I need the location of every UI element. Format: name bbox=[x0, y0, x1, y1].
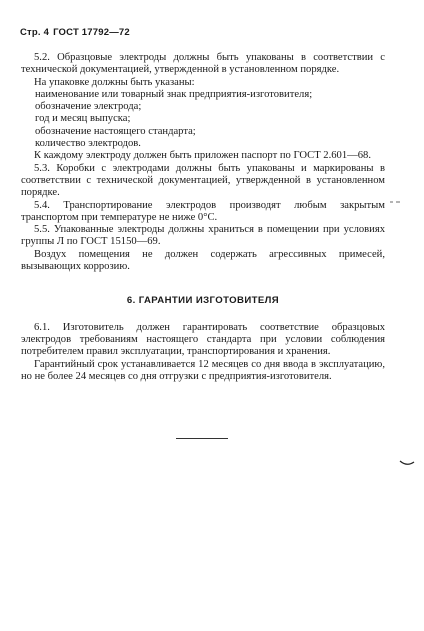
margin-mark bbox=[399, 458, 415, 468]
paragraph-5-3: 5.3. Коробки с электродами должны быть упакованы и маркированы в соответствии с технической документацией, утвержденной в установленном порядке. bbox=[21, 162, 385, 199]
section-gap bbox=[21, 273, 385, 295]
paragraph-5-5: 5.5. Упакованные электроды должны храниться в помещении при условиях группы Л по ГОСТ 15150—69. bbox=[21, 224, 385, 248]
marking-list-item: обозначение настоящего стандарта; bbox=[35, 125, 196, 137]
document-body bbox=[21, 52, 385, 383]
warranty-paragraph: Гарантийный срок устанавливается 12 месяцев со дня ввода в эксплуатацию, но не более 24 месяцев со дня отгрузки с предприятия-изготовителя. bbox=[21, 358, 385, 382]
page-header bbox=[20, 27, 130, 38]
air-paragraph: Воздух помещения не должен содержать агрессивных примесей, вызывающих коррозию. bbox=[21, 248, 385, 273]
page-number: Стр. 4 bbox=[20, 27, 50, 38]
section-6-title: 6. ГАРАНТИИ ИЗГОТОВИТЕЛЯ bbox=[126, 295, 280, 307]
end-rule bbox=[176, 438, 228, 439]
paragraph-5-2: 5.2. Образцовые электроды должны быть упакованы в соответствии с технической документацией, утвержденной в установленном порядке. bbox=[21, 52, 385, 76]
marking-list-item: обозначение электрода; bbox=[35, 101, 142, 113]
passport-paragraph: К каждому электроду должен быть приложен паспорт по ГОСТ 2.601—68. bbox=[34, 150, 371, 162]
paragraph-6-1: 6.1. Изготовитель должен гарантировать соответствие образцовых электродов требованиям настоящего стандарта при условии соблюдения потребителем правил эксплуатации, транспортирования и хранения. bbox=[21, 321, 385, 358]
marking-list-item: год и месяц выпуска; bbox=[35, 113, 131, 125]
marking-list-item: количество электродов. bbox=[35, 138, 141, 150]
standard-number: ГОСТ 17792—72 bbox=[53, 27, 130, 38]
paragraph-5-4: 5.4. Транспортирование электродов производят любым закрытым транспортом при температуре не ниже 0°С. bbox=[21, 199, 385, 223]
margin-mark bbox=[390, 201, 400, 203]
marking-intro: На упаковке должны быть указаны: bbox=[34, 76, 195, 88]
marking-list-item: наименование или товарный знак предприятия-изготовителя; bbox=[35, 88, 313, 100]
